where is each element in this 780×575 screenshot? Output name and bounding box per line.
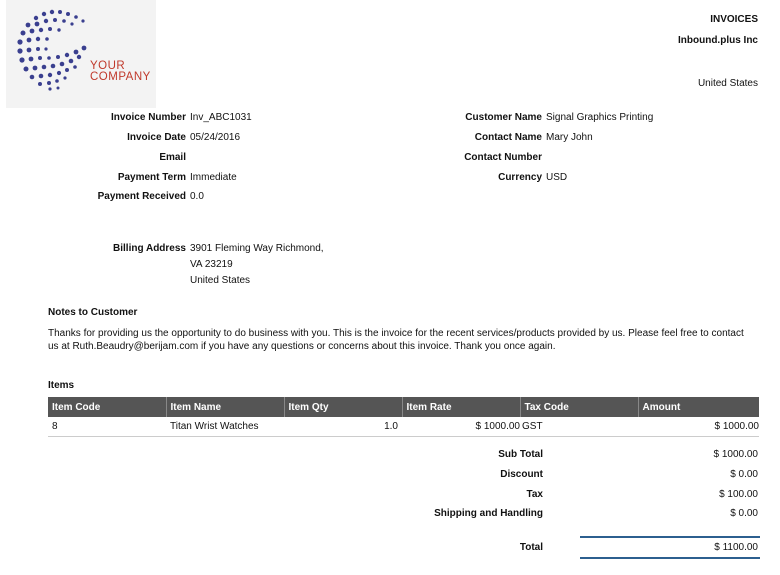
company-name: Inbound.plus Inc bbox=[678, 35, 758, 46]
contact-name-value: Mary John bbox=[546, 132, 593, 143]
total-label: Total bbox=[519, 542, 543, 553]
shipping-value: $ 0.00 bbox=[730, 508, 758, 519]
discount-label: Discount bbox=[500, 469, 543, 480]
logo-line2: COMPANY bbox=[90, 71, 151, 83]
notes-title: Notes to Customer bbox=[48, 307, 138, 318]
logo-text bbox=[90, 61, 151, 83]
column-header-item-code: Item Code bbox=[48, 397, 166, 417]
items-table bbox=[48, 397, 759, 437]
shipping-label: Shipping and Handling bbox=[434, 508, 543, 519]
column-header-item-rate: Item Rate bbox=[402, 397, 520, 417]
invoice-date-value: 05/24/2016 bbox=[190, 132, 241, 143]
billing-address-label: Billing Address bbox=[113, 243, 186, 254]
amount-cell: $ 1000.00 bbox=[638, 417, 759, 437]
item-rate-cell: $ 1000.00 bbox=[402, 417, 520, 437]
notes-text: Thanks for providing us the opportunity to do business with you. This is the invoice for the recent services/products provided by us. Please feel free to contact us at Ruth.Beaudry@berijam.com if you have any questions or concerns about this invoice. Thank you once again. bbox=[48, 328, 744, 352]
table-row bbox=[48, 417, 759, 437]
customer-name-label: Customer Name bbox=[465, 112, 542, 123]
currency-label: Currency bbox=[498, 172, 542, 183]
company-logo bbox=[6, 0, 156, 108]
column-header-item-name: Item Name bbox=[166, 397, 284, 417]
items-header-row bbox=[48, 397, 759, 417]
page-title: INVOICES bbox=[710, 14, 758, 25]
tax-code-cell: GST bbox=[520, 417, 638, 437]
invoice-number-value: Inv_ABC1031 bbox=[190, 112, 252, 123]
tax-label: Tax bbox=[526, 489, 543, 500]
item-qty-cell: 1.0 bbox=[284, 417, 402, 437]
total-top-divider bbox=[580, 536, 760, 538]
logo-line1: YOUR bbox=[90, 60, 126, 72]
total-value: $ 1100.00 bbox=[714, 542, 758, 553]
logo-globe-icon bbox=[6, 0, 156, 108]
billing-address-line1: 3901 Fleming Way Richmond, bbox=[190, 243, 324, 254]
column-header-amount: Amount bbox=[638, 397, 759, 417]
company-country: United States bbox=[697, 78, 758, 89]
customer-name-value: Signal Graphics Printing bbox=[546, 112, 654, 123]
column-header-tax-code: Tax Code bbox=[520, 397, 638, 417]
tax-value: $ 100.00 bbox=[719, 489, 758, 500]
subtotal-value: $ 1000.00 bbox=[713, 449, 758, 460]
subtotal-label: Sub Total bbox=[498, 449, 543, 460]
column-header-item-qty: Item Qty bbox=[284, 397, 402, 417]
payment-received-value: 0.0 bbox=[190, 191, 204, 202]
item-name-cell: Titan Wrist Watches bbox=[166, 417, 284, 437]
item-code-cell: 8 bbox=[48, 417, 166, 437]
currency-value: USD bbox=[546, 172, 568, 183]
contact-number-label: Contact Number bbox=[464, 152, 542, 163]
payment-term-value: Immediate bbox=[190, 172, 237, 183]
payment-term-label: Payment Term bbox=[117, 172, 186, 183]
email-label: Email bbox=[159, 152, 186, 163]
invoice-number-label: Invoice Number bbox=[110, 112, 186, 123]
billing-address-line2: VA 23219 bbox=[190, 259, 233, 270]
payment-received-label: Payment Received bbox=[97, 191, 186, 202]
discount-value: $ 0.00 bbox=[730, 469, 758, 480]
billing-address-line3: United States bbox=[190, 275, 251, 286]
total-bottom-divider bbox=[580, 557, 760, 559]
items-title: Items bbox=[48, 380, 75, 391]
invoice-date-label: Invoice Date bbox=[127, 132, 186, 143]
contact-name-label: Contact Name bbox=[474, 132, 542, 143]
